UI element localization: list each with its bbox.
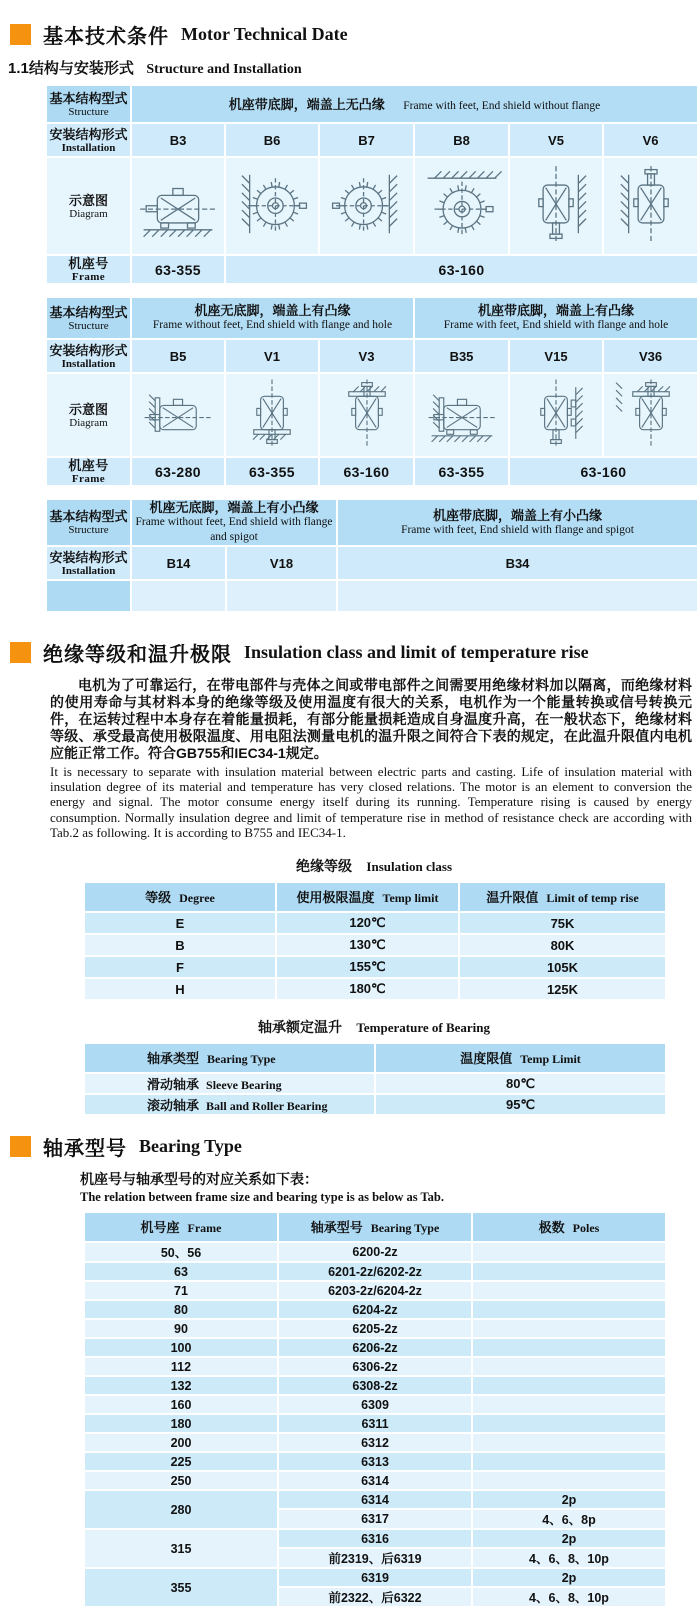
col-header-temp-rise: 温升限值 Limit of temp rise	[459, 882, 666, 912]
poles-cell	[472, 1281, 666, 1300]
insulation-table-title: 绝缘等级 Insulation class	[295, 858, 453, 875]
install-type: V6	[603, 123, 698, 157]
frame-range: 63-355	[414, 457, 509, 486]
structure-table-3	[45, 498, 699, 613]
insulation-cell: 80K	[459, 934, 666, 956]
install-type: V3	[319, 339, 414, 373]
row-label-structure: 基本结构型式 Structure	[46, 499, 131, 546]
bearing-number-cell: 6314	[278, 1490, 472, 1509]
bearing-row	[84, 1568, 666, 1587]
install-type: V36	[603, 339, 698, 373]
section1-subtitle	[8, 57, 700, 78]
install-type: V18	[226, 546, 337, 580]
structure-desc: 机座带底脚，端盖上有小凸缘 Frame with feet, End shield with flange and spigot	[337, 499, 698, 546]
structure-desc: 机座无底脚，端盖上有凸缘 Frame without feet, End shield with flange and hole	[131, 297, 414, 339]
insulation-cell: F	[84, 956, 276, 978]
subtitle-en: Structure and Installation	[146, 62, 302, 77]
frame-range: 63-160	[225, 255, 698, 284]
row-label-installation: 安装结构形式 Installation	[46, 339, 131, 373]
frame-cell: 160	[84, 1395, 278, 1414]
header-row	[84, 1043, 666, 1073]
bearing-row	[84, 1490, 666, 1509]
poles-cell	[472, 1242, 666, 1262]
bearing-temp-table	[83, 1042, 667, 1116]
bearing-row	[84, 1300, 666, 1319]
bearing-type-en: Ball and Roller Bearing	[206, 1099, 328, 1114]
bearing-row	[84, 1281, 666, 1300]
motor-diagram-v6-icon	[608, 235, 694, 252]
col-header-bearing-type: 轴承类型 Bearing Type	[84, 1043, 375, 1073]
installation-row	[46, 339, 698, 373]
motor-diagram-v5-icon	[513, 235, 599, 252]
diagram-cell-b5	[131, 373, 225, 457]
diagram-cell-b8	[414, 157, 509, 255]
temp-limit-cell: 95℃	[375, 1094, 666, 1115]
frame-row	[46, 457, 698, 486]
insulation-row	[84, 934, 666, 956]
bearing-number-cell: 6314	[278, 1471, 472, 1490]
diagram-cell-v36	[603, 373, 698, 457]
bearing-number-cell: 前2319、后6319	[278, 1548, 472, 1568]
install-type: B7	[319, 123, 414, 157]
poles-cell: 4、6、8、10p	[472, 1548, 666, 1568]
section3-title-en: Bearing Type	[139, 1136, 242, 1157]
bearing-row	[84, 1529, 666, 1548]
bearing-type-cell	[84, 1073, 375, 1094]
bearing-type-cell	[84, 1094, 375, 1115]
section3-header	[10, 1116, 700, 1161]
row-label-diagram: 示意图 Diagram	[46, 157, 131, 255]
bearing-temp-row	[84, 1073, 666, 1094]
poles-cell	[472, 1262, 666, 1281]
diagram-cell-b6	[225, 157, 319, 255]
insulation-cell: 120℃	[276, 912, 459, 934]
section3-bullet-icon	[10, 1136, 31, 1157]
insulation-cell: 130℃	[276, 934, 459, 956]
col-header-poles: 极数 Poles	[472, 1212, 666, 1242]
poles-cell	[472, 1300, 666, 1319]
poles-cell	[472, 1338, 666, 1357]
insulation-class-table	[83, 881, 667, 1001]
bearing-row	[84, 1395, 666, 1414]
col-header-temp-limit: 使用极限温度 Temp limit	[276, 882, 459, 912]
install-type: B8	[414, 123, 509, 157]
bearing-row	[84, 1357, 666, 1376]
bearing-temp-row	[84, 1094, 666, 1115]
diagram-cell-b35	[414, 373, 509, 457]
insulation-cell: 75K	[459, 912, 666, 934]
install-type: B35	[414, 339, 509, 373]
section2-title-zh: 绝缘等级和温升极限	[43, 644, 232, 666]
bearing-row	[84, 1319, 666, 1338]
bearing-row	[84, 1242, 666, 1262]
row-label-structure: 基本结构型式 Structure	[46, 297, 131, 339]
install-type: V5	[509, 123, 603, 157]
poles-cell	[472, 1414, 666, 1433]
install-type: B5	[131, 339, 225, 373]
poles-cell	[472, 1395, 666, 1414]
row-label-frame: 机座号 Frame	[46, 255, 131, 284]
motor-diagram-v3-icon	[327, 438, 407, 455]
diagram-cell-v3	[319, 373, 414, 457]
bearing-type-zh: 滑动轴承	[147, 1077, 200, 1093]
install-type: B3	[131, 123, 225, 157]
bearing-number-cell: 6204-2z	[278, 1300, 472, 1319]
motor-diagram-b35-icon	[422, 438, 502, 455]
temp-limit-cell: 80℃	[375, 1073, 666, 1094]
frame-cell: 50、56	[84, 1242, 278, 1262]
motor-diagram-v1-icon	[232, 438, 312, 455]
frame-cell: 71	[84, 1281, 278, 1300]
insulation-paragraph-zh: 电机为了可靠运行，在带电部件与壳体之间或带电部件之间需要用绝缘材料加以隔离，而绝缘材料的使用寿命与其材料本身的绝缘等级及使用温度有很大的关系，电机作为一个能量转换或信号转换元件，在运转过程中本身存在着能量损耗，有部分能量损耗造成自身温度升高，在一般状态下，绝缘材料等级、承受最高使用极限温度、用电阻法测量电机的温升限之间符合下表的规定，在此温升限值内电机应能正常工作。符合GB755和IEC34-1规定。	[50, 677, 692, 761]
bearing-number-cell: 6316	[278, 1529, 472, 1548]
structure-table-2	[45, 296, 699, 487]
bearing-number-cell: 6312	[278, 1433, 472, 1452]
row-label-frame: 机座号 Frame	[46, 457, 131, 486]
motor-diagram-v15-icon	[516, 438, 596, 455]
col-header-degree: 等级 Degree	[84, 882, 276, 912]
motor-diagram-b5-icon	[138, 438, 218, 455]
structure-row	[46, 297, 698, 339]
insulation-cell: B	[84, 934, 276, 956]
diagram-cell-b3	[131, 157, 225, 255]
structure-desc: 机座带底脚，端盖上无凸缘 Frame with feet, End shield without flange	[131, 85, 698, 123]
header-row	[84, 1212, 666, 1242]
row-label-installation: 安装结构形式 Installation	[46, 123, 131, 157]
poles-cell: 2p	[472, 1568, 666, 1587]
install-type: B14	[131, 546, 226, 580]
frame-range: 63-160	[509, 457, 698, 486]
poles-cell	[472, 1433, 666, 1452]
bearing-number-cell: 6201-2z/6202-2z	[278, 1262, 472, 1281]
bearing-note-zh: 机座号与轴承型号的对应关系如下表：	[80, 1171, 318, 1188]
section2-header	[10, 624, 700, 667]
bearing-type-en: Sleeve Bearing	[206, 1078, 282, 1093]
diagram-cell-v1	[225, 373, 319, 457]
bearing-type-zh: 滚动轴承	[147, 1098, 200, 1114]
row-label-empty	[46, 580, 131, 612]
diagram-cell-v15	[509, 373, 603, 457]
poles-cell: 4、6、8p	[472, 1509, 666, 1529]
frame-cell: 315	[84, 1529, 278, 1568]
insulation-cell: 180℃	[276, 978, 459, 1000]
poles-cell	[472, 1319, 666, 1338]
frame-cell: 180	[84, 1414, 278, 1433]
insulation-row	[84, 956, 666, 978]
section2-bullet-icon	[10, 642, 31, 663]
bearing-row	[84, 1414, 666, 1433]
section1-title-en: Motor Technical Date	[181, 24, 348, 44]
install-type: V15	[509, 339, 603, 373]
structure-desc: 机座无底脚，端盖上有小凸缘 Frame without feet, End shield with flange and spigot	[131, 499, 337, 546]
diagram-cell-b7	[319, 157, 414, 255]
row-label-diagram: 示意图 Diagram	[46, 373, 131, 457]
motor-diagram-b7-icon	[324, 235, 410, 252]
bearing-row	[84, 1338, 666, 1357]
section1-bullet-icon	[10, 24, 31, 45]
bearing-number-cell: 6206-2z	[278, 1338, 472, 1357]
bearing-row	[84, 1471, 666, 1490]
bearing-row	[84, 1433, 666, 1452]
bearing-number-cell: 6200-2z	[278, 1242, 472, 1262]
bearing-number-cell: 6313	[278, 1452, 472, 1471]
insulation-cell: 155℃	[276, 956, 459, 978]
poles-cell: 2p	[472, 1490, 666, 1509]
install-type: V1	[225, 339, 319, 373]
installation-row	[46, 546, 698, 580]
bearing-row	[84, 1452, 666, 1471]
frame-cell: 250	[84, 1471, 278, 1490]
installation-row	[46, 123, 698, 157]
frame-cell: 280	[84, 1490, 278, 1529]
row-label-structure: 基本结构型式 Structure	[46, 85, 131, 123]
frame-cell: 80	[84, 1300, 278, 1319]
insulation-cell: 105K	[459, 956, 666, 978]
frame-cell: 90	[84, 1319, 278, 1338]
bearing-number-cell: 6317	[278, 1509, 472, 1529]
bearing-number-cell: 6306-2z	[278, 1357, 472, 1376]
insulation-cell: 125K	[459, 978, 666, 1000]
bearing-number-cell: 前2322、后6322	[278, 1587, 472, 1607]
insulation-cell: H	[84, 978, 276, 1000]
bearing-number-cell: 6311	[278, 1414, 472, 1433]
col-header-bearing-type: 轴承型号 Bearing Type	[278, 1212, 472, 1242]
frame-range: 63-355	[131, 255, 225, 284]
motor-diagram-b8-icon	[419, 235, 505, 252]
install-type: B6	[225, 123, 319, 157]
frame-range: 63-355	[225, 457, 319, 486]
poles-cell	[472, 1471, 666, 1490]
poles-cell: 4、6、8、10p	[472, 1587, 666, 1607]
frame-row	[46, 255, 698, 284]
col-header-temp-limit: 温度限值 Temp Limit	[375, 1043, 666, 1073]
section1-title-zh: 基本技术条件	[43, 26, 169, 48]
frame-cell: 225	[84, 1452, 278, 1471]
diagram-cell-v6	[603, 157, 698, 255]
section1-header	[10, 0, 700, 49]
diagram-row	[46, 373, 698, 457]
structure-row	[46, 85, 698, 123]
poles-cell	[472, 1357, 666, 1376]
frame-cell: 132	[84, 1376, 278, 1395]
frame-range: 63-280	[131, 457, 225, 486]
bearing-temp-table-title: 轴承额定温升 Temperature of Bearing	[257, 1019, 491, 1036]
poles-cell	[472, 1452, 666, 1471]
diagram-row	[46, 157, 698, 255]
bearing-number-cell: 6203-2z/6204-2z	[278, 1281, 472, 1300]
section3-title-zh: 轴承型号	[43, 1138, 127, 1161]
header-row	[84, 882, 666, 912]
install-type: B34	[337, 546, 698, 580]
bearing-number-cell: 6319	[278, 1568, 472, 1587]
motor-diagram-v36-icon	[611, 438, 691, 455]
subtitle-zh: 1.1结构与安装形式	[8, 60, 134, 77]
frame-cell: 112	[84, 1357, 278, 1376]
insulation-paragraph-en: It is necessary to separate with insulation material between electric parts and casting. Life of insulation material with insulation degree of its material and temperature has very closed relations. The motor is an element to conversion the energy and signal. The motor consume energy itself during its running. Temperature rising is caused by energy consumption. Normally insulation degree and limit of temperature rise in method of resistance check are according with Tab.2 as following. It is according to B755 and IEC34-1.	[50, 764, 692, 840]
bearing-number-cell: 6205-2z	[278, 1319, 472, 1338]
col-header-frame: 机号座 Frame	[84, 1212, 278, 1242]
motor-diagram-b6-icon	[229, 235, 315, 252]
frame-cell: 100	[84, 1338, 278, 1357]
bearing-row	[84, 1376, 666, 1395]
insulation-row	[84, 912, 666, 934]
empty-row	[46, 580, 698, 612]
bearing-note-en: The relation between frame size and bearing type is as below as Tab.	[80, 1190, 445, 1205]
insulation-row	[84, 978, 666, 1000]
structure-table-1	[45, 84, 699, 285]
bearing-row	[84, 1262, 666, 1281]
row-label-installation: 安装结构形式 Installation	[46, 546, 131, 580]
motor-diagram-b3-icon	[135, 235, 221, 252]
bearing-number-cell: 6308-2z	[278, 1376, 472, 1395]
diagram-cell-v5	[509, 157, 603, 255]
poles-cell: 2p	[472, 1529, 666, 1548]
frame-cell: 63	[84, 1262, 278, 1281]
section2-title-en: Insulation class and limit of temperature rise	[244, 642, 589, 662]
insulation-cell: E	[84, 912, 276, 934]
bearing-type-table	[83, 1211, 667, 1608]
frame-cell: 355	[84, 1568, 278, 1607]
structure-row	[46, 499, 698, 546]
bearing-number-cell: 6309	[278, 1395, 472, 1414]
frame-range: 63-160	[319, 457, 414, 486]
poles-cell	[472, 1376, 666, 1395]
frame-cell: 200	[84, 1433, 278, 1452]
structure-desc: 机座带底脚，端盖上有凸缘 Frame with feet, End shield with flange and hole	[414, 297, 698, 339]
